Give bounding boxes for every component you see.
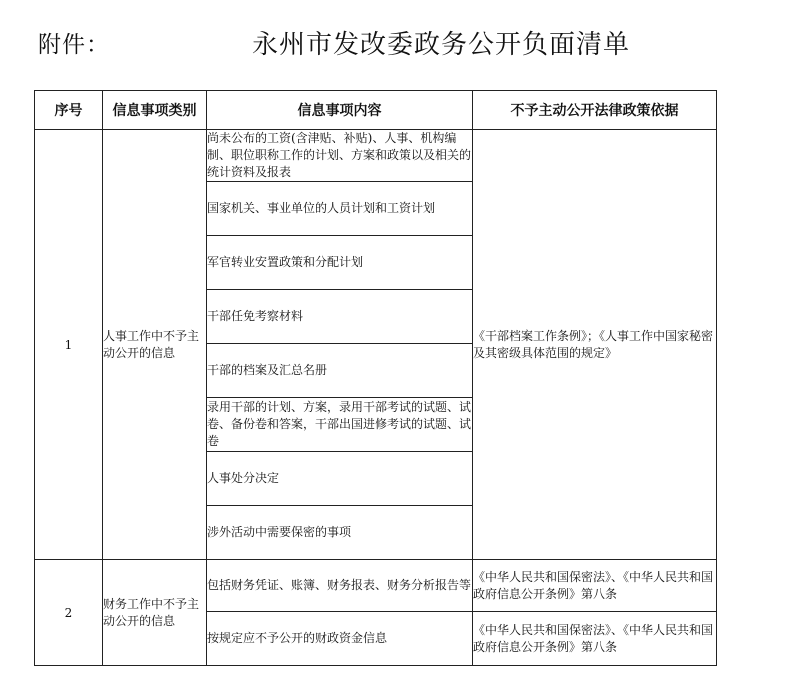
category-cell: 人事工作中不予主动公开的信息 xyxy=(103,130,207,560)
table-header-row xyxy=(35,91,717,130)
column-header-content: 信息事项内容 xyxy=(207,91,473,130)
page-title: 永州市发改委政务公开负面清单 xyxy=(252,30,631,60)
item-cell: 尚未公布的工资(含津贴、补贴)、人事、机构编制、职位职称工作的计划、方案和政策以及相关的统计资料及报表 xyxy=(207,130,473,182)
item-cell: 国家机关、事业单位的人员计划和工资计划 xyxy=(207,182,473,236)
negative-list-table xyxy=(34,90,717,666)
item-cell: 录用干部的计划、方案，录用干部考试的试题、试卷、备份卷和答案，干部出国进修考试的试题、试卷 xyxy=(207,398,473,452)
basis-cell: 《中华人民共和国保密法》、《中华人民共和国政府信息公开条例》第八条 xyxy=(473,612,717,666)
table-row xyxy=(35,130,717,182)
column-header-seq: 序号 xyxy=(35,91,103,130)
seq-cell: 1 xyxy=(35,130,103,560)
table-row xyxy=(35,560,717,612)
column-header-basis: 不予主动公开法律政策依据 xyxy=(473,91,717,130)
seq-cell: 2 xyxy=(35,560,103,666)
item-cell: 按规定应不予公开的财政资金信息 xyxy=(207,612,473,666)
attachment-label: 附件： xyxy=(38,32,110,58)
item-cell: 军官转业安置政策和分配计划 xyxy=(207,236,473,290)
item-cell: 干部任免考察材料 xyxy=(207,290,473,344)
basis-cell: 《干部档案工作条例》；《人事工作中国家秘密及其密级具体范围的规定》 xyxy=(473,130,717,560)
item-cell: 涉外活动中需要保密的事项 xyxy=(207,506,473,560)
item-cell: 包括财务凭证、账簿、财务报表、财务分析报告等 xyxy=(207,560,473,612)
column-header-category: 信息事项类别 xyxy=(103,91,207,130)
category-cell: 财务工作中不予主动公开的信息 xyxy=(103,560,207,666)
item-cell: 人事处分决定 xyxy=(207,452,473,506)
item-cell: 干部的档案及汇总名册 xyxy=(207,344,473,398)
basis-cell: 《中华人民共和国保密法》、《中华人民共和国政府信息公开条例》第八条 xyxy=(473,560,717,612)
